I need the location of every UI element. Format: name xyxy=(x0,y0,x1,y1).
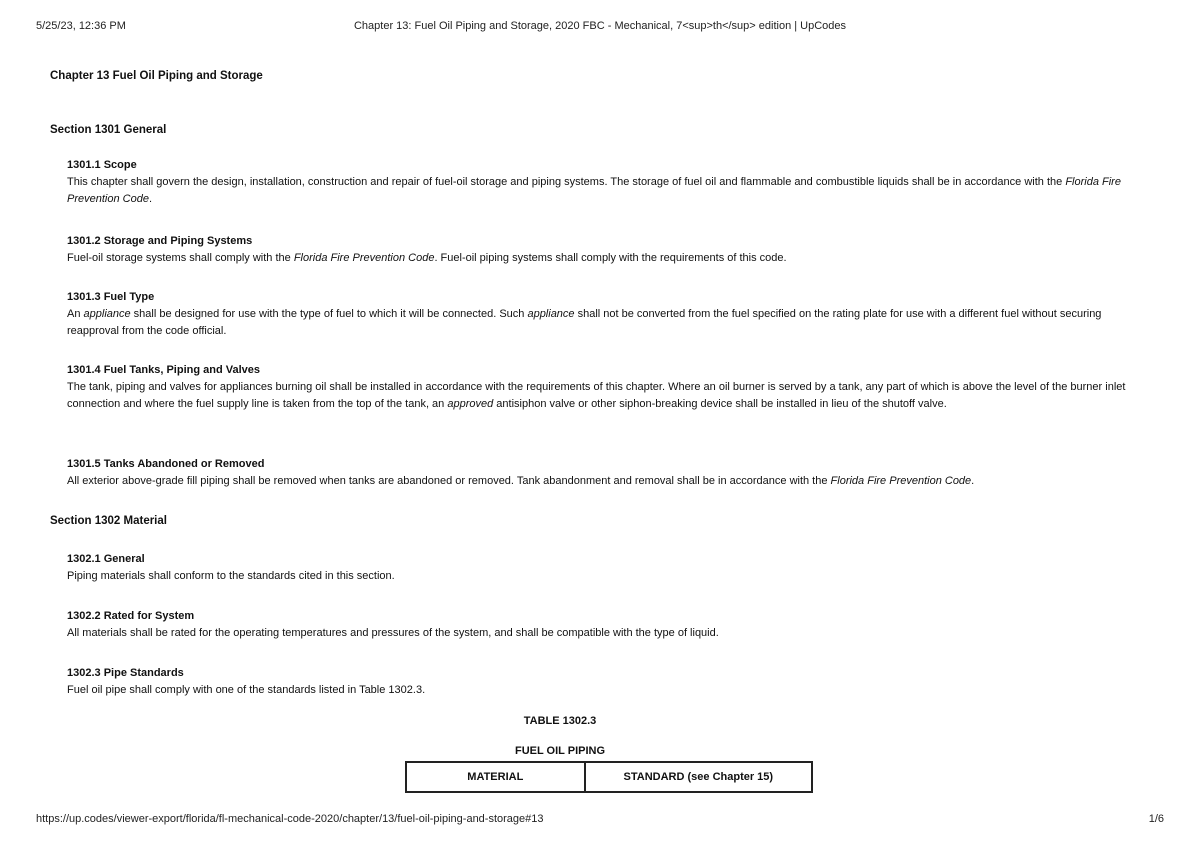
subsection-heading: 1301.2 Storage and Piping Systems xyxy=(67,235,253,247)
fuel-oil-piping-table xyxy=(405,761,813,793)
page-number: 1/6 xyxy=(1148,813,1164,825)
subsection-heading: 1301.3 Fuel Type xyxy=(67,291,155,303)
subsection-1302-2 xyxy=(67,608,1147,642)
defined-term: appliance xyxy=(83,308,131,320)
subsection-text: This chapter shall govern the design, installation, construction and repair of fuel-oil storage and piping systems. The storage of fuel oil and flammable and combustible liquids shall be in accordance with the Florida Fire Prevention Code. xyxy=(67,176,1121,205)
subsection-text: An appliance shall be designed for use with the type of fuel to which it will be connected. Such appliance shall not be converted from the fuel specified on the rating plate for use with a different fuel without securing reapproval from the code official. xyxy=(67,308,1102,337)
subsection-text: The tank, piping and valves for appliances burning oil shall be installed in accordance with the requirements of this chapter. Where an oil burner is served by a tank, any part of which is above the level of the burner inlet connection and where the fuel supply line is taken from the top of the tank, an approved antisiphon valve or other siphon-breaking device shall be installed in lieu of the shutoff valve. xyxy=(67,381,1126,410)
subsection-1301-1 xyxy=(67,157,1147,208)
code-reference: Florida Fire Prevention Code xyxy=(830,475,972,487)
print-footer xyxy=(36,813,1164,829)
print-date: 5/25/23, 12:36 PM xyxy=(36,20,126,32)
subsection-heading: 1301.4 Fuel Tanks, Piping and Valves xyxy=(67,364,260,376)
subsection-heading: 1302.1 General xyxy=(67,553,145,565)
subsection-heading: 1302.3 Pipe Standards xyxy=(67,667,184,679)
defined-term: approved xyxy=(447,398,494,410)
subsection-text: All materials shall be rated for the operating temperatures and pressures of the system, and shall be compatible with the type of liquid. xyxy=(67,627,719,639)
subsection-text: Piping materials shall conform to the standards cited in this section. xyxy=(67,570,395,582)
print-url[interactable]: https://up.codes/viewer-export/florida/fl-mechanical-code-2020/chapter/13/fuel-oil-piping-and-storage#13 xyxy=(36,813,544,825)
subsection-heading: 1301.5 Tanks Abandoned or Removed xyxy=(67,458,265,470)
print-header xyxy=(36,20,1164,36)
subsection-text: All exterior above-grade fill piping shall be removed when tanks are abandoned or removed. Tank abandonment and removal shall be in accordance with the Florida Fire Prevention Code. xyxy=(67,475,975,487)
table-caption: TABLE 1302.3 xyxy=(523,715,597,727)
code-reference: Florida Fire Prevention Code xyxy=(293,252,435,264)
column-header-standard: STANDARD (see Chapter 15) xyxy=(585,762,812,792)
column-header-material: MATERIAL xyxy=(406,762,585,792)
subsection-1301-2 xyxy=(67,233,1147,267)
section-1302-title: Section 1302 Material xyxy=(50,515,167,527)
subsection-text: Fuel-oil storage systems shall comply with the Florida Fire Prevention Code. Fuel-oil piping systems shall comply with the requirements of this code. xyxy=(67,252,787,264)
defined-term: appliance xyxy=(527,308,575,320)
subsection-text: Fuel oil pipe shall comply with one of the standards listed in Table 1302.3. xyxy=(67,684,426,696)
code-reference: Florida Fire Prevention Code xyxy=(67,176,1121,205)
table-header-row xyxy=(406,762,812,792)
subsection-heading: 1301.1 Scope xyxy=(67,159,137,171)
subsection-1301-4 xyxy=(67,362,1147,413)
section-1301-title: Section 1301 General xyxy=(50,124,167,136)
print-title: Chapter 13: Fuel Oil Piping and Storage, 2020 FBC - Mechanical, 7<sup>th</sup> edition | UpCodes xyxy=(353,20,847,32)
subsection-1301-3 xyxy=(67,289,1147,340)
table-subtitle: FUEL OIL PIPING xyxy=(514,745,606,757)
chapter-title: Chapter 13 Fuel Oil Piping and Storage xyxy=(50,70,263,82)
subsection-heading: 1302.2 Rated for System xyxy=(67,610,195,622)
subsection-1301-5 xyxy=(67,456,1147,490)
subsection-1302-1 xyxy=(67,551,1147,585)
subsection-1302-3 xyxy=(67,665,1147,699)
